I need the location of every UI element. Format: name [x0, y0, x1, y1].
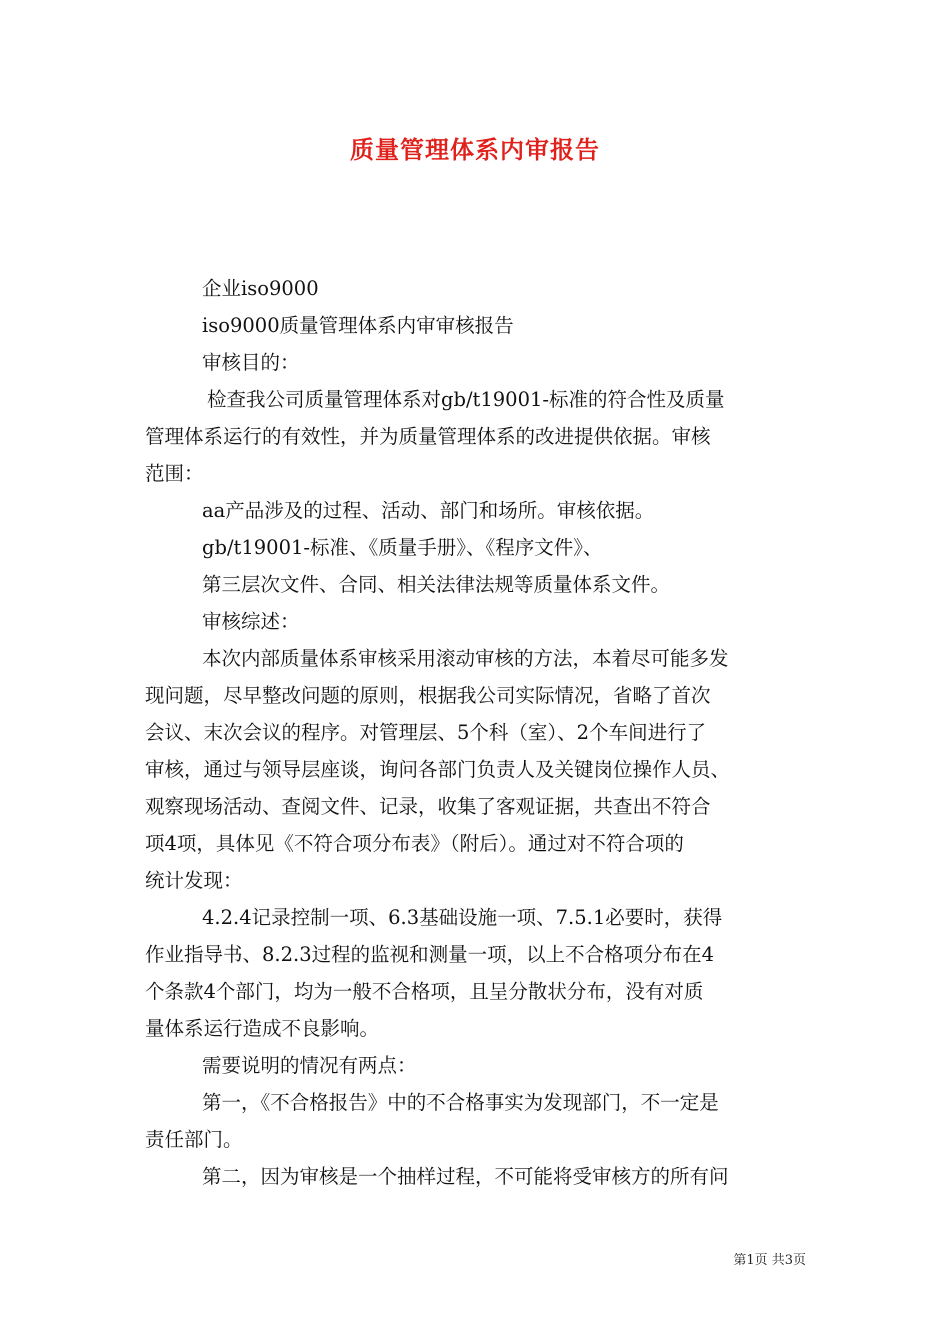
text-line: 检查我公司质量管理体系对gb/t19001-标准的符合性及质量 [207, 388, 725, 411]
text-line: 第二，因为审核是一个抽样过程，不可能将受审核方的所有问 [202, 1165, 729, 1188]
text-line: 本次内部质量体系审核采用滚动审核的方法，本着尽可能多发 [202, 647, 729, 670]
text-line: 需要说明的情况有两点： [202, 1054, 417, 1077]
page-title: 质量管理体系内审报告 [350, 135, 600, 164]
text-line: 审核，通过与领导层座谈，询问各部门负责人及关键岗位操作人员、 [145, 758, 731, 781]
text-line: 会议、末次会议的程序。对管理层、5个科（室）、2个车间进行了 [145, 721, 707, 744]
text-line: 量体系运行造成不良影响。 [145, 1017, 380, 1040]
text-line: 现问题，尽早整改问题的原则，根据我公司实际情况，省略了首次 [145, 684, 711, 707]
text-line: iso9000质量管理体系内审审核报告 [202, 314, 514, 337]
text-line: 第一，《不合格报告》中的不合格事实为发现部门，不一定是 [202, 1091, 719, 1114]
text-line: gb/t19001-标准、《质量手册》、《程序文件》、 [202, 536, 603, 559]
text-line: 企业iso9000 [202, 277, 319, 300]
text-line: 责任部门。 [145, 1128, 243, 1151]
document-body [145, 270, 813, 1195]
text-line: aa产品涉及的过程、活动、部门和场所。审核依据。 [202, 499, 655, 522]
text-line: 统计发现： [145, 869, 243, 892]
text-line: 审核目的： [202, 351, 300, 374]
text-line: 观察现场活动、查阅文件、记录，收集了客观证据，共查出不符合 [145, 795, 711, 818]
text-line: 审核综述： [202, 610, 300, 633]
text-line: 范围： [145, 462, 204, 485]
page-number: 第1页 共3页 [733, 1253, 806, 1268]
text-line: 项4项，具体见《不符合项分布表》（附后）。通过对不符合项的 [145, 832, 684, 855]
text-line: 作业指导书、8.2.3过程的监视和测量一项，以上不合格项分布在4 [145, 943, 715, 966]
text-line: 第三层次文件、合同、相关法律法规等质量体系文件。 [202, 573, 671, 596]
text-line: 个条款4个部门，均为一般不合格项，且呈分散状分布，没有对质 [145, 980, 704, 1003]
text-line: 管理体系运行的有效性，并为质量管理体系的改进提供依据。审核 [145, 425, 711, 448]
text-line: 4.2.4记录控制一项、6.3基础设施一项、7.5.1必要时，获得 [202, 906, 723, 929]
